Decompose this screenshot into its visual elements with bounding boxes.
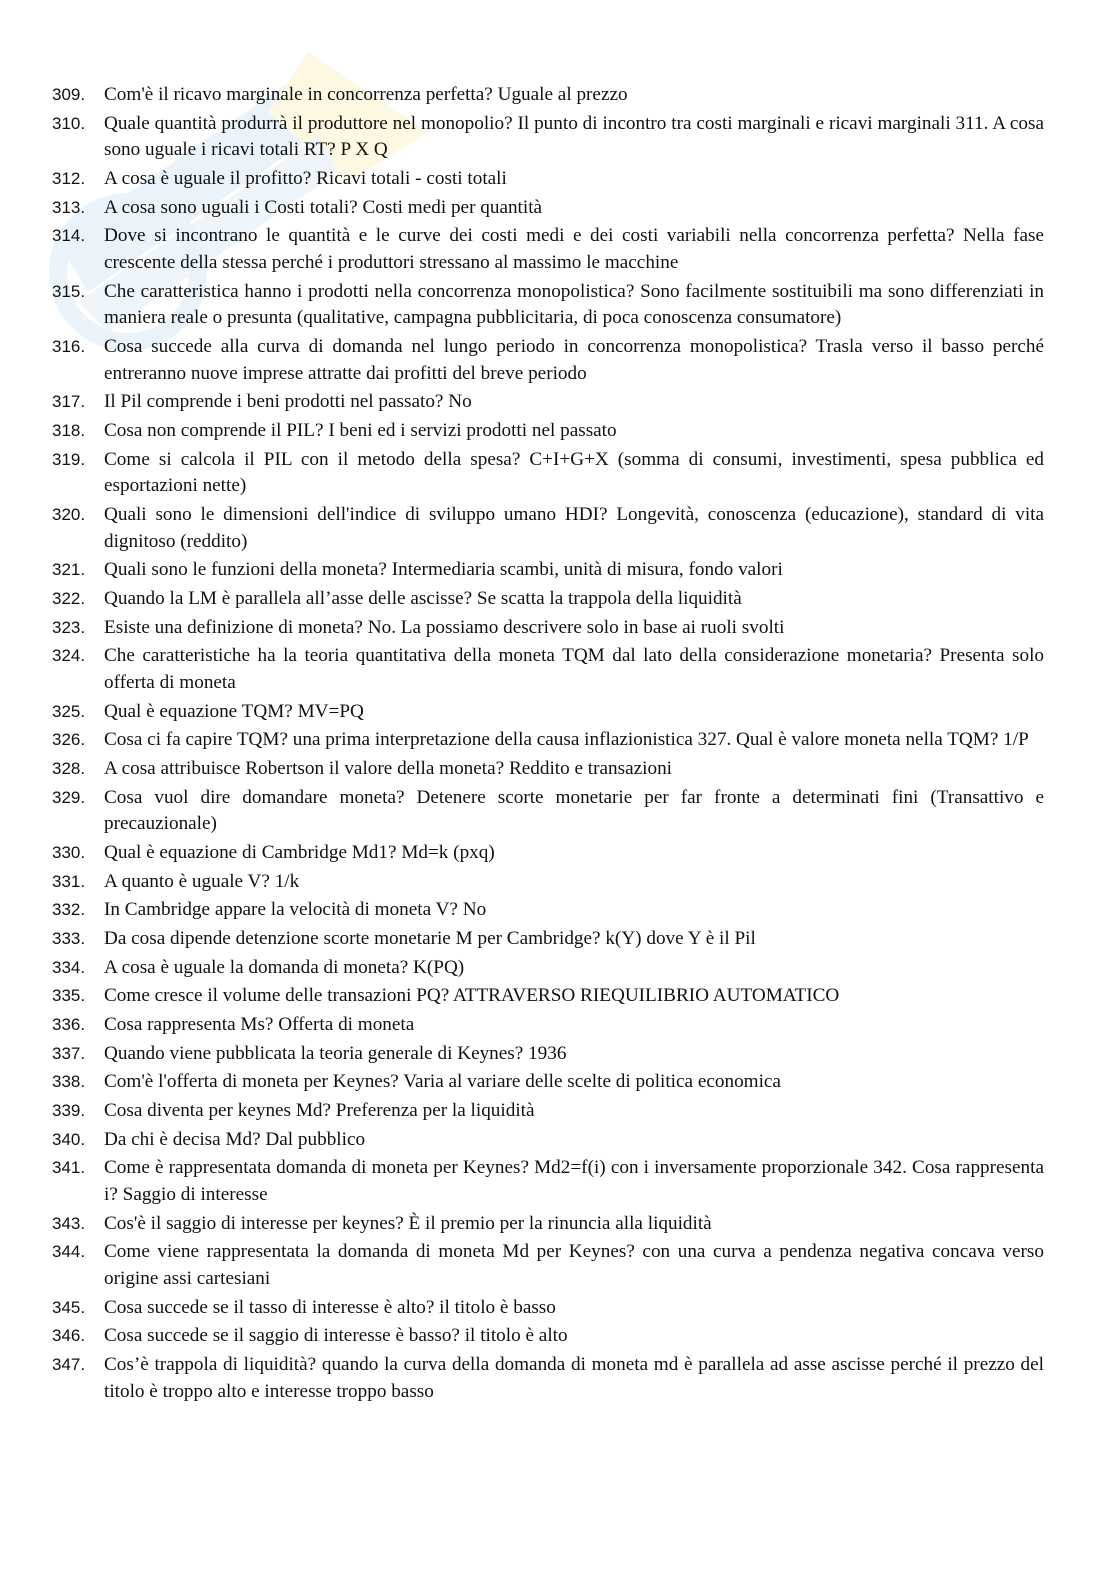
question-text: Cosa ci fa capire TQM? una prima interpretazione della causa inflazionistica 327. Qual è valore moneta nella TQM? 1/P xyxy=(104,729,1029,751)
question-text: Esiste una definizione di moneta? No. La possiamo descrivere solo in base ai ruoli svolti xyxy=(104,616,785,638)
question-text: Cosa rappresenta Ms? Offerta di moneta xyxy=(104,1014,415,1036)
question-text: Da cosa dipende detenzione scorte monetarie M per Cambridge? k(Y) dove Y è il Pil xyxy=(104,927,756,949)
question-item xyxy=(52,221,1044,276)
document-page xyxy=(52,80,1044,1405)
question-number: 337. xyxy=(52,1043,86,1063)
question-text: Quando viene pubblicata la teoria generale di Keynes? 1936 xyxy=(104,1042,567,1064)
question-number: 333. xyxy=(52,928,86,948)
question-text: A cosa sono uguali i Costi totali? Costi medi per quantità xyxy=(104,196,543,218)
question-item xyxy=(52,80,1044,109)
question-item xyxy=(52,109,1044,164)
question-number: 334. xyxy=(52,957,86,977)
question-number: 341. xyxy=(52,1158,86,1178)
question-number: 335. xyxy=(52,986,86,1006)
question-text: Cos'è il saggio di interesse per keynes? È il premio per la rinuncia alla liquidità xyxy=(104,1212,712,1234)
question-item xyxy=(52,555,1044,584)
question-item xyxy=(52,783,1044,838)
question-text: Cosa diventa per keynes Md? Preferenza per la liquidità xyxy=(104,1100,535,1122)
question-item xyxy=(52,416,1044,445)
question-number: 322. xyxy=(52,588,86,608)
question-text: Qual è equazione di Cambridge Md1? Md=k (pxq) xyxy=(104,841,495,863)
question-item xyxy=(52,981,1044,1010)
question-number: 323. xyxy=(52,617,86,637)
question-item xyxy=(52,1096,1044,1125)
question-text: Cosa non comprende il PIL? I beni ed i servizi prodotti nel passato xyxy=(104,419,617,441)
question-number: 315. xyxy=(52,281,86,301)
question-text: Qual è equazione TQM? MV=PQ xyxy=(104,700,364,722)
question-text: Quando la LM è parallela all’asse delle ascisse? Se scatta la trappola della liquidità xyxy=(104,587,742,609)
question-number: 329. xyxy=(52,787,86,807)
question-number: 336. xyxy=(52,1015,86,1035)
question-item xyxy=(52,895,1044,924)
question-text: In Cambridge appare la velocità di moneta V? No xyxy=(104,899,487,921)
question-item xyxy=(52,332,1044,387)
question-text: Che caratteristiche ha la teoria quantitativa della moneta TQM dal lato della considerazione monetaria? Presenta solo offerta di moneta xyxy=(104,645,1044,693)
question-number: 321. xyxy=(52,560,86,580)
question-text: Dove si incontrano le quantità e le curve dei costi medi e dei costi variabili nella concorrenza perfetta? Nella fase crescente della stessa perché i produttori stressano al massimo le macchine xyxy=(104,225,1044,274)
question-item xyxy=(52,500,1044,555)
question-text: A quanto è uguale V? 1/k xyxy=(104,870,300,892)
question-number: 318. xyxy=(52,420,86,440)
question-item xyxy=(52,1350,1044,1405)
question-item xyxy=(52,1125,1044,1154)
question-number: 344. xyxy=(52,1242,86,1262)
question-text: Cosa vuol dire domandare moneta? Detenere scorte monetarie per far fronte a determinati fini (Transattivo e precauzionale) xyxy=(104,786,1044,835)
question-text: Come cresce il volume delle transazioni PQ? ATTRAVERSO RIEQUILIBRIO AUTOMATICO xyxy=(104,985,840,1007)
question-text: Che caratteristica hanno i prodotti nella concorrenza monopolistica? Sono facilmente sostituibili ma sono differenziati in maniera reale o presunta (qualitative, campagna pubblicitaria, di poca conoscenza consumatore) xyxy=(104,280,1044,329)
question-number: 320. xyxy=(52,504,86,524)
question-number: 346. xyxy=(52,1326,86,1346)
question-item xyxy=(52,1293,1044,1322)
question-number: 331. xyxy=(52,871,86,891)
question-text: Cosa succede alla curva di domanda nel lungo periodo in concorrenza monopolistica? Trasla verso il basso perché entreranno nuove imprese attratte dai profitti del breve periodo xyxy=(104,336,1044,384)
question-text: Come viene rappresentata la domanda di moneta Md per Keynes? con una curva a pendenza negativa concava verso origine assi cartesiani xyxy=(104,1241,1044,1290)
question-number: 309. xyxy=(52,85,86,105)
question-item xyxy=(52,445,1044,500)
question-list xyxy=(52,80,1044,1405)
question-text: Quali sono le funzioni della moneta? Intermediaria scambi, unità di misura, fondo valori xyxy=(104,559,783,581)
question-number: 316. xyxy=(52,337,86,356)
question-item xyxy=(52,584,1044,613)
question-number: 325. xyxy=(52,701,86,721)
question-number: 310. xyxy=(52,113,86,133)
question-text: Come è rappresentata domanda di moneta per Keynes? Md2=f(i) con i inversamente proporzionale 342. Cosa rappresenta i? Saggio di interesse xyxy=(104,1157,1044,1206)
question-item xyxy=(52,164,1044,193)
question-item xyxy=(52,1209,1044,1238)
question-number: 313. xyxy=(52,197,86,217)
question-text: Cosa succede se il tasso di interesse è alto? il titolo è basso xyxy=(104,1296,556,1318)
question-text: Come si calcola il PIL con il metodo della spesa? C+I+G+X (somma di consumi, investimenti, spesa pubblica ed esportazioni nette) xyxy=(104,448,1044,497)
question-item xyxy=(52,838,1044,867)
question-number: 330. xyxy=(52,842,86,862)
question-item xyxy=(52,725,1044,754)
question-text: Com'è il ricavo marginale in concorrenza perfetta? Uguale al prezzo xyxy=(104,84,628,106)
question-item xyxy=(52,1010,1044,1039)
question-number: 343. xyxy=(52,1213,86,1233)
question-number: 340. xyxy=(52,1129,86,1149)
question-number: 339. xyxy=(52,1101,86,1121)
question-number: 314. xyxy=(52,226,86,246)
question-text: Quale quantità produrrà il produttore nel monopolio? Il punto di incontro tra costi marginali e ricavi marginali 311. A cosa sono uguale i ricavi totali RT? P X Q xyxy=(104,112,1044,161)
question-number: 338. xyxy=(52,1072,86,1092)
question-text: Cosa succede se il saggio di interesse è basso? il titolo è alto xyxy=(104,1325,568,1347)
question-item xyxy=(52,193,1044,222)
question-text: A cosa è uguale la domanda di moneta? K(PQ) xyxy=(104,956,465,978)
question-text: A cosa è uguale il profitto? Ricavi totali - costi totali xyxy=(104,168,507,190)
question-number: 317. xyxy=(52,392,86,412)
question-number: 326. xyxy=(52,730,86,750)
question-item xyxy=(52,387,1044,416)
question-text: A cosa attribuisce Robertson il valore della moneta? Reddito e transazioni xyxy=(104,757,672,779)
question-item xyxy=(52,641,1044,696)
question-item xyxy=(52,613,1044,642)
question-text: Da chi è decisa Md? Dal pubblico xyxy=(104,1128,366,1150)
question-number: 319. xyxy=(52,449,86,469)
question-text: Quali sono le dimensioni dell'indice di sviluppo umano HDI? Longevità, conoscenza (educazione), standard di vita dignitoso (reddito) xyxy=(104,503,1044,552)
question-item xyxy=(52,1067,1044,1096)
question-item xyxy=(52,754,1044,783)
question-item xyxy=(52,867,1044,896)
question-item xyxy=(52,696,1044,725)
question-number: 312. xyxy=(52,169,86,189)
question-item xyxy=(52,953,1044,982)
question-number: 347. xyxy=(52,1355,86,1375)
question-item xyxy=(52,1321,1044,1350)
question-number: 332. xyxy=(52,900,86,920)
question-text: Il Pil comprende i beni prodotti nel passato? No xyxy=(104,391,472,413)
question-number: 328. xyxy=(52,758,86,778)
question-item xyxy=(52,277,1044,332)
question-text: Cos’è trappola di liquidità? quando la curva della domanda di moneta md è parallela ad asse ascisse perché il prezzo del titolo è troppo alto e interesse troppo basso xyxy=(104,1354,1044,1402)
question-number: 345. xyxy=(52,1297,86,1317)
question-item xyxy=(52,924,1044,953)
question-number: 324. xyxy=(52,646,86,666)
question-item xyxy=(52,1237,1044,1292)
question-item xyxy=(52,1153,1044,1208)
question-item xyxy=(52,1039,1044,1068)
question-text: Com'è l'offerta di moneta per Keynes? Varia al variare delle scelte di politica economica xyxy=(104,1071,781,1093)
